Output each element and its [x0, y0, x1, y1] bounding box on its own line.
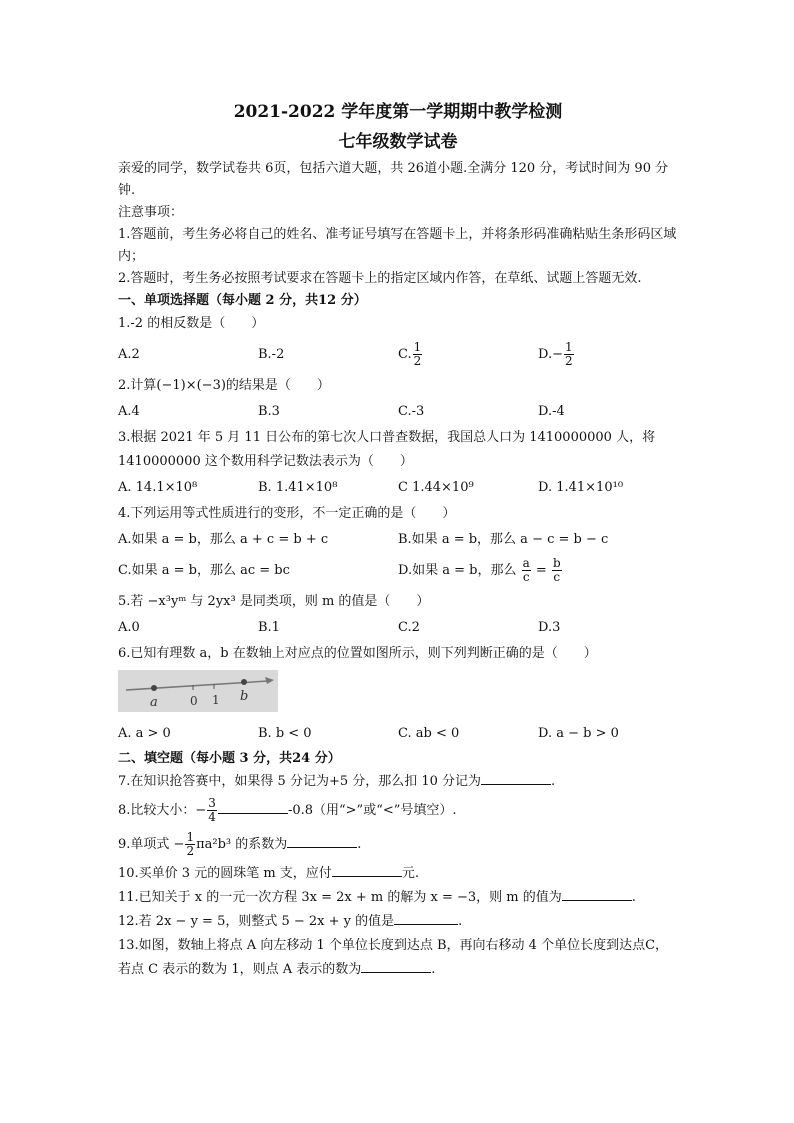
q4-option-d-label: D.如果 a = b，那么 — [398, 563, 517, 578]
section-2-heading: 二、填空题（每小题 3 分，共24 分） — [118, 751, 341, 766]
question-2: 2.计算(−1)×(−3)的结果是（ ） — [118, 378, 330, 393]
question-3: 3.根据 2021 年 5 月 11 日公布的第七次人口普查数据，我国总人口为 1410000000 人，将1410000000 这个数用科学记数法表示为（ ） — [118, 430, 656, 469]
question-9 — [118, 828, 678, 862]
q9-text-mid: πa²b³ 的系数为 — [196, 837, 288, 852]
fraction-half-q9: $\frac{1}{2}$ — [186, 830, 195, 858]
q13-period: . — [431, 962, 436, 977]
q3-option-b[interactable]: B. 1.41×10⁸ — [258, 480, 338, 495]
q9-text-pre: 9.单项式 − — [118, 837, 185, 852]
q5-option-c[interactable]: C.2 — [398, 620, 420, 635]
q4-option-c[interactable]: C.如果 a = b，那么 ac = bc — [118, 563, 290, 578]
q8-text-post: -0.8（用“>”或“<”号填空）. — [287, 803, 457, 818]
q10-text-pre: 10.买单价 3 元的圆珠笔 m 支，应付 — [118, 866, 332, 881]
q8-answer-blank[interactable] — [218, 799, 288, 814]
q3-option-c[interactable]: C 1.44×10⁹ — [398, 480, 474, 495]
q6-option-c[interactable]: C. ab < 0 — [398, 726, 460, 741]
fraction-half-neg: $\frac{1}{2}$ — [564, 340, 573, 368]
question-6-options — [118, 722, 678, 746]
question-10 — [118, 862, 678, 886]
q1-option-d-label: D.− — [538, 347, 563, 362]
question-1: 1.-2 的相反数是（ ） — [118, 316, 265, 331]
fraction-b-over-c: $\frac{b}{c}$ — [552, 556, 561, 584]
q4-option-a[interactable]: A.如果 a = b，那么 a + c = b + c — [118, 532, 329, 547]
q1-option-c[interactable] — [398, 338, 538, 372]
question-4-options-row1 — [118, 528, 678, 552]
q10-answer-blank[interactable] — [332, 862, 402, 877]
q2-option-a[interactable]: A.4 — [118, 404, 140, 419]
q10-text-post: 元. — [401, 866, 419, 881]
label-b: b — [240, 689, 249, 704]
number-line-figure — [118, 670, 278, 712]
q1-option-d[interactable] — [538, 338, 678, 372]
q6-option-d[interactable]: D. a − b > 0 — [538, 726, 619, 741]
q4-option-d[interactable]: D.如果 a = b，那么 $\frac{a}{c}$ = $\frac{b}{c}$ — [398, 556, 561, 584]
question-5: 5.若 −x³yᵐ 与 2yx³ 是同类项，则 m 的值是（ ） — [118, 594, 430, 609]
fraction-three-quarters: $\frac{3}{4}$ — [208, 796, 216, 824]
q6-option-a[interactable]: A. a > 0 — [118, 726, 171, 741]
label-a: a — [150, 695, 158, 710]
q1-option-a[interactable]: A.2 — [118, 347, 140, 362]
notice-title: 注意事项： — [118, 205, 184, 220]
q12-text: 12.若 2x − y = 5，则整式 5 − 2x + y 的值是 — [118, 914, 395, 929]
figure-background — [118, 670, 278, 712]
q7-answer-blank[interactable] — [481, 770, 551, 785]
exam-page — [118, 100, 678, 982]
q12-period: . — [458, 914, 463, 929]
q5-option-a[interactable]: A.0 — [118, 620, 140, 635]
q7-period: . — [551, 774, 556, 789]
q2-option-d[interactable]: D.-4 — [538, 404, 565, 419]
question-6: 6.已知有理数 a，b 在数轴上对应点的位置如图所示，则下列判断正确的是（ ） — [118, 646, 597, 661]
q3-option-d[interactable]: D. 1.41×10¹⁰ — [538, 480, 624, 495]
fraction-half: $\frac{1}{2}$ — [413, 340, 422, 368]
exam-title: 2021-2022 学年度第一学期期中教学检测 — [233, 102, 563, 122]
q8-text-pre: 8.比较大小：− — [118, 803, 207, 818]
q9-period: . — [357, 837, 362, 852]
q5-option-d[interactable]: D.3 — [538, 620, 561, 635]
q1-option-b[interactable]: B.-2 — [258, 347, 285, 362]
question-12 — [118, 910, 678, 934]
intro-text: 亲爱的同学，数学试卷共 6页，包括六道大题，共 26道小题.全满分 120 分，考试时间为 90 分钟. — [118, 161, 669, 198]
q5-option-b[interactable]: B.1 — [258, 620, 280, 635]
point-b — [241, 679, 247, 685]
q2-option-c[interactable]: C.-3 — [398, 404, 425, 419]
q11-period: . — [631, 890, 636, 905]
q3-option-a[interactable]: A. 14.1×10⁸ — [118, 480, 198, 495]
question-4: 4.下列运用等式性质进行的变形，不一定正确的是（ ） — [118, 506, 456, 521]
question-3-options — [118, 476, 678, 500]
q9-answer-blank[interactable] — [287, 833, 357, 848]
label-0: 0 — [190, 694, 198, 708]
q4-option-b[interactable]: B.如果 a = b，那么 a − c = b − c — [398, 532, 609, 547]
question-11 — [118, 886, 678, 910]
fraction-a-over-c: $\frac{a}{c}$ — [522, 556, 530, 584]
notice-1: 1.答题前，考生务必将自己的姓名、准考证号填写在答题卡上，并将条形码准确粘贴生条形码区域内； — [118, 227, 677, 264]
notice-2: 2.答题时，考生务必按照考试要求在答题卡上的指定区域内作答，在草纸、试题上答题无效. — [118, 271, 642, 286]
question-2-options — [118, 400, 678, 424]
q12-answer-blank[interactable] — [394, 910, 458, 925]
q11-answer-blank[interactable] — [562, 886, 632, 901]
question-13 — [118, 934, 678, 982]
q6-option-b[interactable]: B. b < 0 — [258, 726, 312, 741]
q13-answer-blank[interactable] — [361, 958, 431, 973]
question-5-options — [118, 616, 678, 640]
section-1-heading: 一、单项选择题（每小题 2 分，共12 分） — [118, 293, 367, 308]
label-1: 1 — [212, 693, 220, 707]
question-1-options — [118, 338, 678, 372]
q13-text: 13.如图，数轴上将点 A 向左移动 1 个单位长度到达点 B，再向右移动 4 个单位长度到达点C，若点 C 表示的数为 1，则点 A 表示的数为 — [118, 938, 669, 977]
question-8 — [118, 794, 678, 828]
q7-text: 7.在知识抢答赛中，如果得 5 分记为+5 分，那么扣 10 分记为 — [118, 774, 482, 789]
q1-option-c-label: C. — [398, 347, 412, 362]
q2-option-b[interactable]: B.3 — [258, 404, 280, 419]
question-4-options-row2 — [118, 554, 678, 588]
exam-subtitle: 七年级数学试卷 — [338, 132, 458, 152]
q11-text: 11.已知关于 x 的一元一次方程 3x = 2x + m 的解为 x = −3，则 m 的值为 — [118, 890, 562, 905]
question-7 — [118, 770, 678, 794]
point-a — [151, 685, 157, 691]
